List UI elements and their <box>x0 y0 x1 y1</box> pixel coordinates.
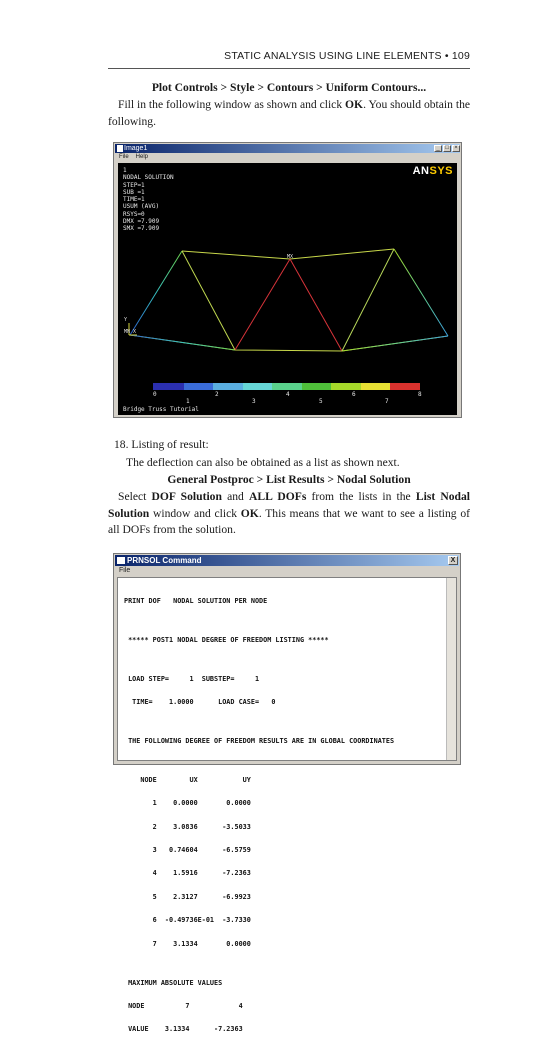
menu-bar <box>115 153 460 161</box>
legend-label-0: 0 <box>153 391 157 398</box>
output-line: PRINT DOF NODAL SOLUTION PER NODE <box>124 596 268 605</box>
output-line: NODE UX UY <box>124 775 251 784</box>
output-listing <box>124 582 394 1050</box>
axis-mn-x-label: MN X <box>124 329 137 335</box>
header-rule <box>108 68 470 69</box>
legend-band-9 <box>390 383 420 390</box>
menu-file[interactable]: File <box>119 154 129 160</box>
info-title: NODAL SOLUTION <box>123 174 174 182</box>
instruction-text-a: Fill in the following window as shown and click <box>118 98 346 111</box>
info-time: TIME=1 <box>123 196 145 204</box>
output-line: 3 0.74604 -6.5759 <box>124 846 251 855</box>
ok-emphasis: OK <box>345 98 364 111</box>
truss-member-left-end <box>130 251 182 335</box>
dof-solution-emphasis: DOF Solution <box>151 490 222 503</box>
truss-diagonal-2 <box>235 259 290 350</box>
instruction-text-b: . You should obtain the following. <box>108 98 471 128</box>
truss-diagonal-4 <box>342 249 394 351</box>
legend-band-6 <box>302 383 331 390</box>
menu-file[interactable]: File <box>119 567 131 574</box>
deflection-sentence: The deflection can also be obtained as a list as shown next. <box>126 456 400 469</box>
legend-band-5 <box>272 383 302 390</box>
legend-band-7 <box>331 383 361 390</box>
info-rsys: RSYS=0 <box>123 210 145 218</box>
info-window-number: 1 <box>123 167 127 174</box>
select-dof-paragraph <box>108 489 470 539</box>
legend-band-2 <box>184 383 213 390</box>
truss-plot <box>118 163 457 415</box>
window-title: Image1 <box>124 145 148 152</box>
legend-label-3: 3 <box>252 398 256 405</box>
logo-part-an: AN <box>412 165 430 177</box>
legend-label-1: 1 <box>186 398 190 405</box>
legend-label-7: 7 <box>385 398 389 405</box>
output-line: TIME= 1.0000 LOAD CASE= 0 <box>124 697 276 706</box>
plot-caption: Bridge Truss Tutorial <box>123 406 199 413</box>
menu-path-text: Plot Controls > Style > Contours > Uniform Contours... <box>151 81 427 94</box>
output-line: LOAD STEP= 1 SUBSTEP= 1 <box>124 674 260 683</box>
ok-emphasis-2: OK <box>240 506 259 520</box>
menu-path-contours <box>108 80 470 97</box>
output-line: THE FOLLOWING DEGREE OF FREEDOM RESULTS ARE IN GLOBAL COORDINATES <box>124 736 395 745</box>
legend-label-8: 8 <box>418 391 422 398</box>
graphics-viewport[interactable] <box>118 163 457 415</box>
window-titlebar <box>115 144 460 153</box>
vertical-scrollbar[interactable] <box>446 578 456 760</box>
maximize-button[interactable]: □ <box>443 145 451 152</box>
menu-path-nodal-solution <box>108 472 470 489</box>
legend-label-5: 5 <box>319 398 323 405</box>
minimize-button[interactable]: _ <box>434 145 442 152</box>
info-usum: USUM (AVG) <box>123 203 160 211</box>
contour-legend-bar <box>153 383 420 390</box>
ansys-app-icon <box>117 145 123 152</box>
axis-y-label: Y <box>124 317 128 323</box>
prnsol-command-window <box>113 553 461 1034</box>
output-line: 2 3.0836 -3.5033 <box>124 822 251 831</box>
menu-help[interactable]: Help <box>135 154 149 160</box>
truss-member-bottom-left <box>130 335 235 350</box>
output-line: 4 1.5916 -7.2363 <box>124 869 251 878</box>
ansys-app-icon-2 <box>117 557 125 564</box>
output-line: NODE 7 4 <box>124 1002 243 1011</box>
instruction-paragraph <box>108 97 470 130</box>
legend-band-3 <box>213 383 243 390</box>
legend-band-1 <box>153 383 184 390</box>
list-nodal-solution-emphasis: List Nodal Solution <box>108 490 470 520</box>
output-line: 1 0.0000 0.0000 <box>124 799 251 808</box>
legend-label-2: 2 <box>215 391 219 398</box>
step-18-heading: 18. Listing of result: <box>114 438 209 451</box>
select-text-5: . This means that we want to see a listing of all DOFs from the solution. <box>108 506 470 537</box>
select-text-4: window and click <box>149 506 241 520</box>
logo-part-sys: SYS <box>429 165 453 177</box>
prnsol-title: PRNSOL Command <box>127 556 202 565</box>
legend-band-8 <box>361 383 390 390</box>
menu-path-nodal-text: General Postproc > List Results > Nodal Solution <box>167 473 411 486</box>
info-step: STEP=1 <box>123 181 145 189</box>
running-head: STATIC ANALYSIS USING LINE ELEMENTS • 109 <box>224 50 470 62</box>
all-dofs-emphasis: ALL DOFs <box>249 490 307 503</box>
select-text-3: from the lists in the <box>306 490 416 503</box>
max-marker: MX <box>287 254 294 260</box>
select-text-1: Select <box>118 490 152 503</box>
ansys-graphics-window <box>113 142 462 418</box>
info-sub: SUB =1 <box>123 188 145 196</box>
output-line: 6 -0.49736E-01 -3.7330 <box>124 916 251 925</box>
output-line: ***** POST1 NODAL DEGREE OF FREEDOM LISTING ***** <box>124 635 329 644</box>
output-line: 5 2.3127 -6.9923 <box>124 892 251 901</box>
output-line: MAXIMUM ABSOLUTE VALUES <box>124 978 223 987</box>
truss-diagonal-1 <box>182 251 235 350</box>
truss-member-right-end <box>394 249 448 336</box>
output-line: VALUE 3.1334 -7.2363 <box>124 1025 243 1034</box>
prnsol-output-area[interactable] <box>117 577 457 1034</box>
info-dmx: DMX =7.909 <box>123 218 160 226</box>
select-text-2: and <box>221 490 249 503</box>
truss-member-bottom-right <box>342 336 448 351</box>
legend-label-6: 6 <box>352 391 356 398</box>
output-line: 7 3.1334 0.0000 <box>124 939 251 948</box>
legend-label-4: 4 <box>286 391 290 398</box>
info-smx: SMX =7.909 <box>123 225 160 233</box>
close-button[interactable]: × <box>452 145 460 152</box>
legend-band-4 <box>243 383 272 390</box>
prnsol-titlebar <box>115 555 459 566</box>
close-button[interactable]: X <box>448 556 458 565</box>
truss-diagonal-3 <box>290 259 342 351</box>
prnsol-menu-bar <box>115 566 459 576</box>
